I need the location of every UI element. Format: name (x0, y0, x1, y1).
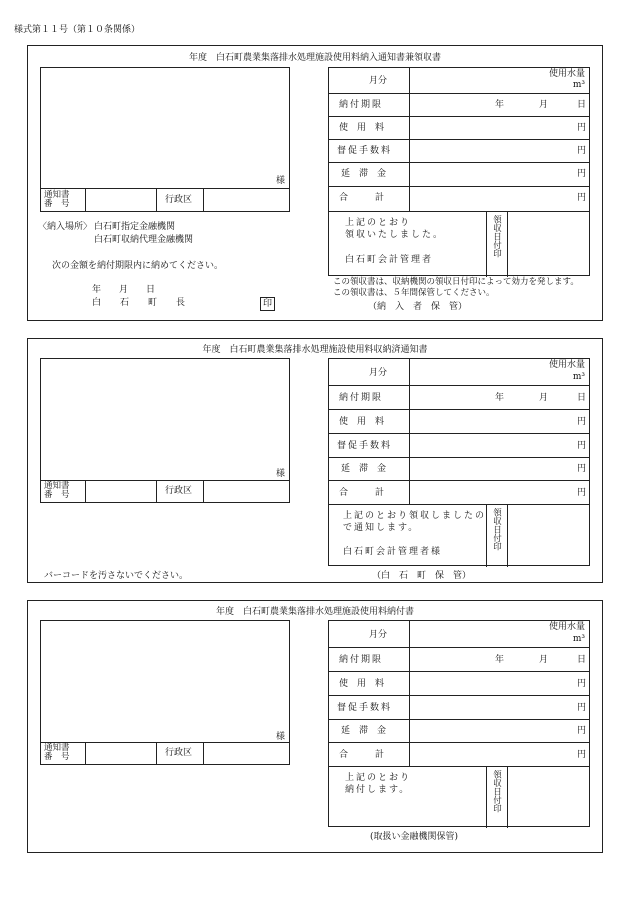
keep-note: （納 入 者 保 管） (368, 302, 468, 312)
dunning-fee-label: 督促手数料 (337, 703, 393, 713)
usage-unit: m³ (572, 634, 585, 644)
notice-number-label: 通知書 番 号 (44, 481, 70, 500)
pay-line-1: 上記のとおり (345, 773, 412, 783)
collection-notice-section (27, 338, 603, 583)
receipt-line-2: 領収いたしました。 (345, 230, 445, 240)
total-label: 合 計 (339, 750, 385, 760)
fee-table (328, 620, 590, 827)
due-month: 月 (539, 100, 549, 110)
late-fee-label: 延 滞 金 (341, 169, 387, 179)
due-year: 年 (495, 100, 505, 110)
receipt-line-1: 上記のとおり (345, 218, 412, 228)
late-fee-label: 延 滞 金 (341, 464, 387, 474)
notice-number-field[interactable] (86, 481, 155, 501)
total-label: 合 計 (339, 193, 385, 203)
due-label: 納付期限 (339, 393, 384, 403)
fee-table (328, 358, 590, 566)
usage-label: 使用水量 (548, 360, 585, 370)
receipt-signer: 白石町会計管理者 (345, 255, 434, 265)
dunning-fee-yen: 円 (577, 146, 587, 156)
due-day: 日 (577, 393, 587, 403)
total-yen: 円 (577, 750, 587, 760)
payment-instruction: 次の金額を納付期限内に納めてください。 (52, 261, 224, 271)
notice-number-label: 通知書 番 号 (44, 743, 70, 762)
receipt-note-2: この領収書は、５年間保管してください。 (333, 288, 495, 298)
admin-district-field[interactable] (204, 481, 289, 501)
admin-district-field[interactable] (204, 743, 289, 763)
admin-district-field[interactable] (204, 189, 289, 211)
received-date-stamp-label: 領収日付印 (491, 770, 502, 813)
usage-fee-label: 使 用 料 (339, 417, 385, 427)
address-box (40, 358, 290, 503)
usage-label: 使用水量 (548, 69, 585, 79)
payment-place-2: 白石町収納代理金融機関 (94, 235, 194, 245)
receipt-form-section (27, 45, 603, 321)
address-box (40, 67, 290, 212)
keep-note: （白 石 町 保 管） (372, 571, 472, 581)
due-day: 日 (577, 655, 587, 665)
notice-number-field[interactable] (86, 189, 155, 211)
late-fee-yen: 円 (577, 726, 587, 736)
due-month: 月 (539, 393, 549, 403)
admin-district-label: 行政区 (165, 486, 193, 496)
usage-unit: m³ (572, 372, 585, 382)
notice-number-label: 通知書 番 号 (44, 190, 70, 209)
due-year: 年 (495, 655, 505, 665)
addressee-suffix: 様 (275, 176, 285, 186)
due-day: 日 (577, 100, 587, 110)
admin-district-label: 行政区 (165, 195, 193, 205)
month-label: 月分 (369, 76, 388, 86)
issue-date: 年 月 日 (92, 285, 156, 295)
section-title: 年度 白石町農業集落排水処理施設使用料納付書 (215, 607, 414, 617)
notice-line-2: で通知します。 (343, 523, 420, 533)
payment-slip-section (27, 600, 603, 853)
total-yen: 円 (577, 488, 587, 498)
fee-table (328, 67, 590, 276)
notice-signer: 白石町会計管理者様 (343, 547, 443, 557)
usage-fee-label: 使 用 料 (339, 123, 385, 133)
usage-unit: m³ (572, 80, 585, 90)
barcode-note: バーコードを汚さないでください。 (44, 571, 189, 581)
addressee-suffix: 様 (275, 469, 285, 479)
section-title: 年度 白石町農業集落排水処理施設使用料納入通知書兼領収書 (188, 53, 441, 63)
usage-label: 使用水量 (548, 622, 585, 632)
month-label: 月分 (369, 630, 388, 640)
late-fee-yen: 円 (577, 464, 587, 474)
payment-place-1: 白石町指定金融機関 (94, 222, 176, 232)
dunning-fee-yen: 円 (577, 703, 587, 713)
keep-note: (取扱い金融機関保管) (370, 832, 459, 842)
usage-fee-yen: 円 (577, 123, 587, 133)
section-title: 年度 白石町農業集落排水処理施設使用料収納済通知書 (202, 345, 428, 355)
received-date-stamp-label: 領収日付印 (491, 508, 502, 551)
notice-number-field[interactable] (86, 743, 155, 763)
address-box (40, 620, 290, 765)
seal-mark: 印 (260, 297, 275, 311)
receipt-note-1: この領収書は、収納機関の領収日付印によって効力を発します。 (333, 277, 579, 287)
pay-line-2: 納付します。 (345, 785, 411, 795)
dunning-fee-label: 督促手数料 (337, 441, 393, 451)
due-month: 月 (539, 655, 549, 665)
due-label: 納付期限 (339, 655, 384, 665)
total-label: 合 計 (339, 488, 385, 498)
received-date-stamp-label: 領収日付印 (491, 215, 502, 258)
notice-line-1: 上記のとおり領収しましたの (343, 511, 487, 521)
late-fee-yen: 円 (577, 169, 587, 179)
issuer-name: 白 石 町 長 (92, 298, 191, 308)
addressee-suffix: 様 (275, 732, 285, 742)
due-label: 納付期限 (339, 100, 384, 110)
month-label: 月分 (369, 368, 388, 378)
dunning-fee-label: 督促手数料 (337, 146, 393, 156)
dunning-fee-yen: 円 (577, 441, 587, 451)
usage-fee-yen: 円 (577, 679, 587, 689)
usage-fee-yen: 円 (577, 417, 587, 427)
total-yen: 円 (577, 193, 587, 203)
payment-place-label: 〈納入場所〉 (38, 222, 93, 232)
late-fee-label: 延 滞 金 (341, 726, 387, 736)
admin-district-label: 行政区 (165, 748, 193, 758)
form-number: 様式第１１号（第１０条関係） (14, 25, 141, 35)
due-year: 年 (495, 393, 505, 403)
usage-fee-label: 使 用 料 (339, 679, 385, 689)
